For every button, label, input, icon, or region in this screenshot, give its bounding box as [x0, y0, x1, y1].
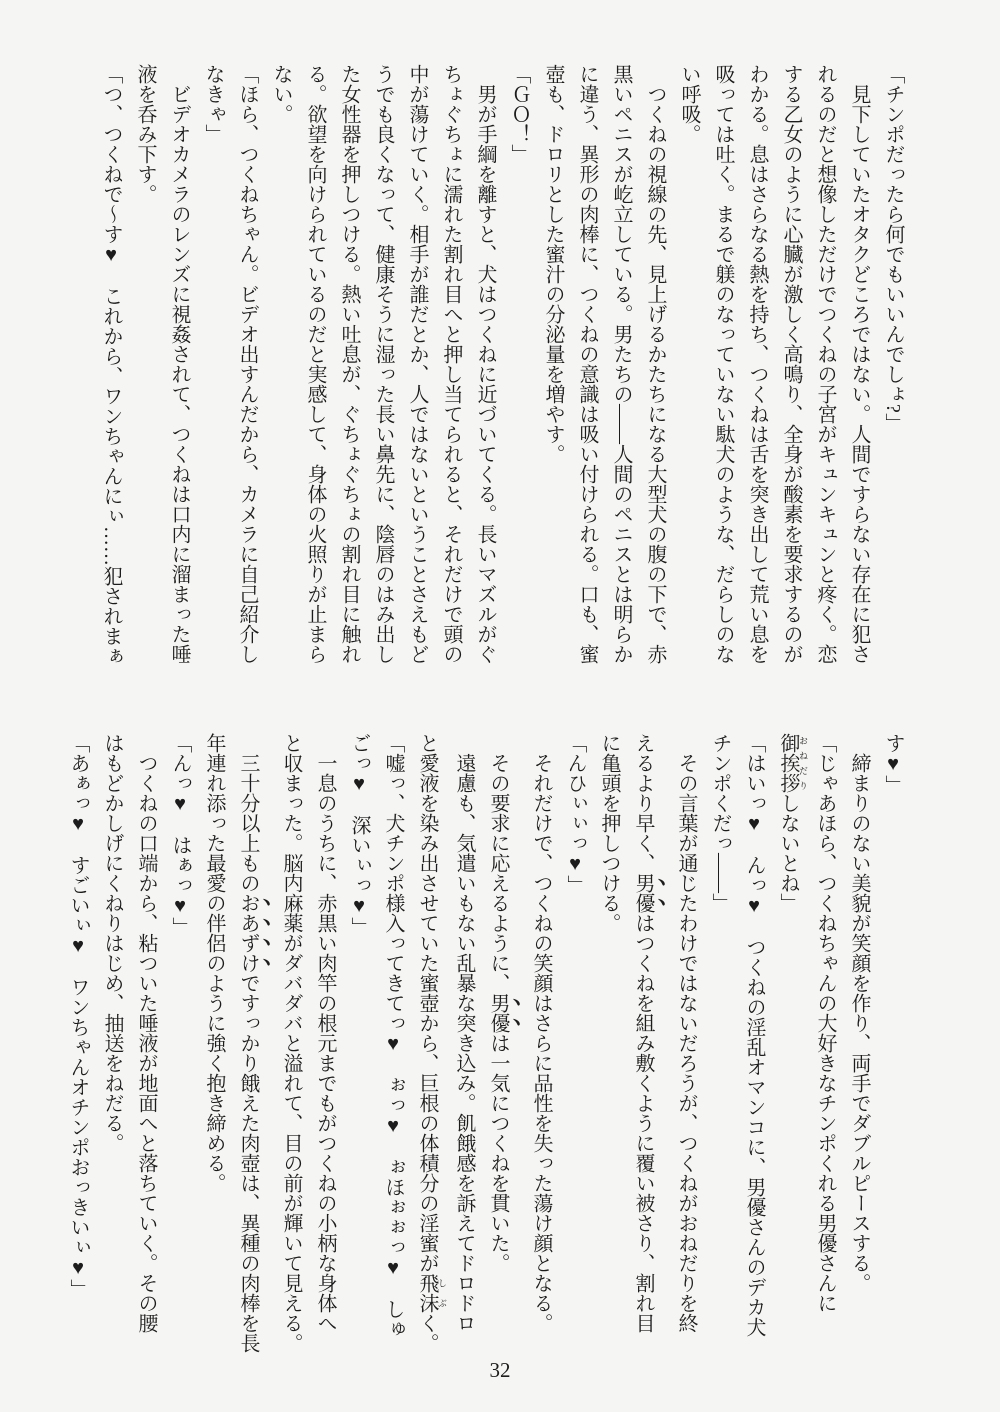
text-line: 「ほら、つくねちゃん。ビデオ出すんだから、カメラに自己紹介し — [236, 64, 258, 664]
text-line: 「つ、つくねで～す♥ これから、ワンちゃんにぃ……犯されまぁ — [100, 64, 122, 666]
text-line: に違う、異形の肉棒に、つくねの意識は吸い付けられる。口も、蜜 — [576, 64, 598, 664]
bottom-text-block — [61, 733, 910, 1359]
text-line: 壺も、ドロリとした蜜汁の分泌量を増やす。 — [542, 64, 564, 464]
ruby-annotated-text: 飛沫 しぶ — [416, 1273, 447, 1313]
emphasized-text: おあずけ — [237, 893, 259, 973]
text-line: 見下していたオタクどころではない。人間ですらない存在に犯さ — [848, 64, 870, 664]
text-line: い呼吸。 — [678, 64, 700, 144]
top-text-block — [94, 64, 910, 690]
text-line: 年連れ添った最愛の伴侶のように強く抱き締める。 — [203, 733, 225, 1193]
text-line: その要求に応えるように、男優は一気につくねを貫いた。 — [487, 733, 509, 1273]
text-line: 「ＧＯ！」 — [508, 64, 530, 164]
text-line: 締まりのない美貌が笑顔を作り、両手でダブルピースする。 — [848, 733, 870, 1293]
text-line: る。欲望を向けられているのだと実感して、身体の火照りが止まら — [304, 64, 326, 664]
text-line: うでも良くなって、健康そうに湿った長い鼻先に、陰唇のはみ出し — [372, 64, 394, 664]
text-line: えるより早く、男優はつくねを組み敷くように覆い被さり、割れ目 — [632, 733, 654, 1333]
text-line: 「あぁっ♥ すごいぃ♥ ワンちゃんオチンポおっきいぃ♥」 — [67, 733, 89, 1299]
text-line: 遠慮も、気遣いもない乱暴な突き込み。飢餓感を訴えてドロドロ — [453, 733, 475, 1333]
text-line: ごっ♥ 深いぃっ♥」 — [348, 733, 370, 937]
text-line: 「嘘っ、犬チンポ様入ってきてっ♥ ぉっ♥ ぉほぉぉっ♥ しゅ — [382, 733, 404, 1339]
page-number: 32 — [489, 1358, 511, 1382]
text-line: 「はいっ♥ んっ♥ つくねの淫乱オマンコに、男優さんのデカ犬 — [743, 733, 765, 1337]
text-line: はもどかしげにくねりはじめ、抽送をねだる。 — [101, 733, 123, 1153]
text-line: 「んっ♥ はぁっ♥」 — [169, 733, 191, 937]
text-line: 中が蕩けていく。相手が誰だとか、人ではないということさえもど — [406, 64, 428, 664]
text-line: す♥」 — [882, 733, 904, 795]
text-line: 「チンポだったら何でもいいんでしょ?」 — [882, 64, 904, 433]
text-line: と収まった。脳内麻薬がダバダバと溢れて、目の前が輝いて見える。 — [280, 733, 302, 1353]
text-line: ない。 — [270, 64, 292, 124]
text-line: 三十分以上ものおあずけですっかり餓えた肉壺は、異種の肉棒を長 — [237, 733, 259, 1353]
text-line: つくねの視線の先、見上げるかたちになる大型犬の腹の下で、赤 — [644, 64, 666, 664]
text-line: それだけで、つくねの笑顔はさらに品性を失った蕩け顔となる。 — [530, 733, 552, 1333]
text-line: に亀頭を押しつける。 — [598, 733, 620, 933]
text-line: する乙女のように心臓が激しく高鳴り、全身が酸素を要求するのが — [780, 64, 802, 664]
emphasized-text: 男優 — [632, 873, 654, 913]
text-line: 御挨拶 おねだりしないとね」 — [777, 733, 808, 913]
text-line: 黒いペニスが屹立している。男たちの――人間のペニスとは明らか — [610, 64, 632, 664]
text-line: れるのだと想像しただけでつくねの子宮がキュンキュンと疼く。恋 — [814, 64, 836, 664]
text-line: なきゃ」 — [202, 64, 224, 144]
text-line: その言葉が通じたわけではないだろうが、つくねがおねだりを終 — [675, 733, 697, 1333]
text-line: ちょぐちょに濡れた割れ目へと押し当てられると、それだけで頭の — [440, 64, 462, 664]
text-line: 「んひぃぃっ♥」 — [564, 733, 586, 895]
ruby-annotated-text: 御挨拶 おねだり — [777, 733, 808, 793]
text-line: 一息のうちに、赤黒い肉竿の根元までもがつくねの小柄な身体へ — [314, 733, 336, 1333]
text-line: チンポくだっ――」 — [709, 733, 731, 913]
text-line: 「じゃあほら、つくねちゃんの大好きなチンポくれる男優さんに — [814, 733, 836, 1313]
text-line: 吸っては吐く。まるで躾のなっていない駄犬のような、だらしのな — [712, 64, 734, 664]
text-line: ビデオカメラのレンズに視姦されて、つくねは口内に溜まった唾 — [168, 64, 190, 664]
text-line: 液を呑み下す。 — [134, 64, 156, 204]
text-line: た女性器を押しつける。熱い吐息が、ぐちょぐちょの割れ目に触れ — [338, 64, 360, 664]
text-line: わかる。息はさらなる熱を持ち、つくねは舌を突き出して荒い息を — [746, 64, 768, 664]
text-line: つくねの口端から、粘ついた唾液が地面へと落ちていく。その腰 — [135, 733, 157, 1333]
emphasized-text: 男優 — [487, 993, 509, 1033]
text-line: 男が手綱を離すと、犬はつくねに近づいてくる。長いマズルがぐ — [474, 64, 496, 664]
text-line: と愛液を染み出させていた蜜壺から、巨根の体積分の淫蜜が飛沫 しぶく。 — [416, 733, 447, 1353]
